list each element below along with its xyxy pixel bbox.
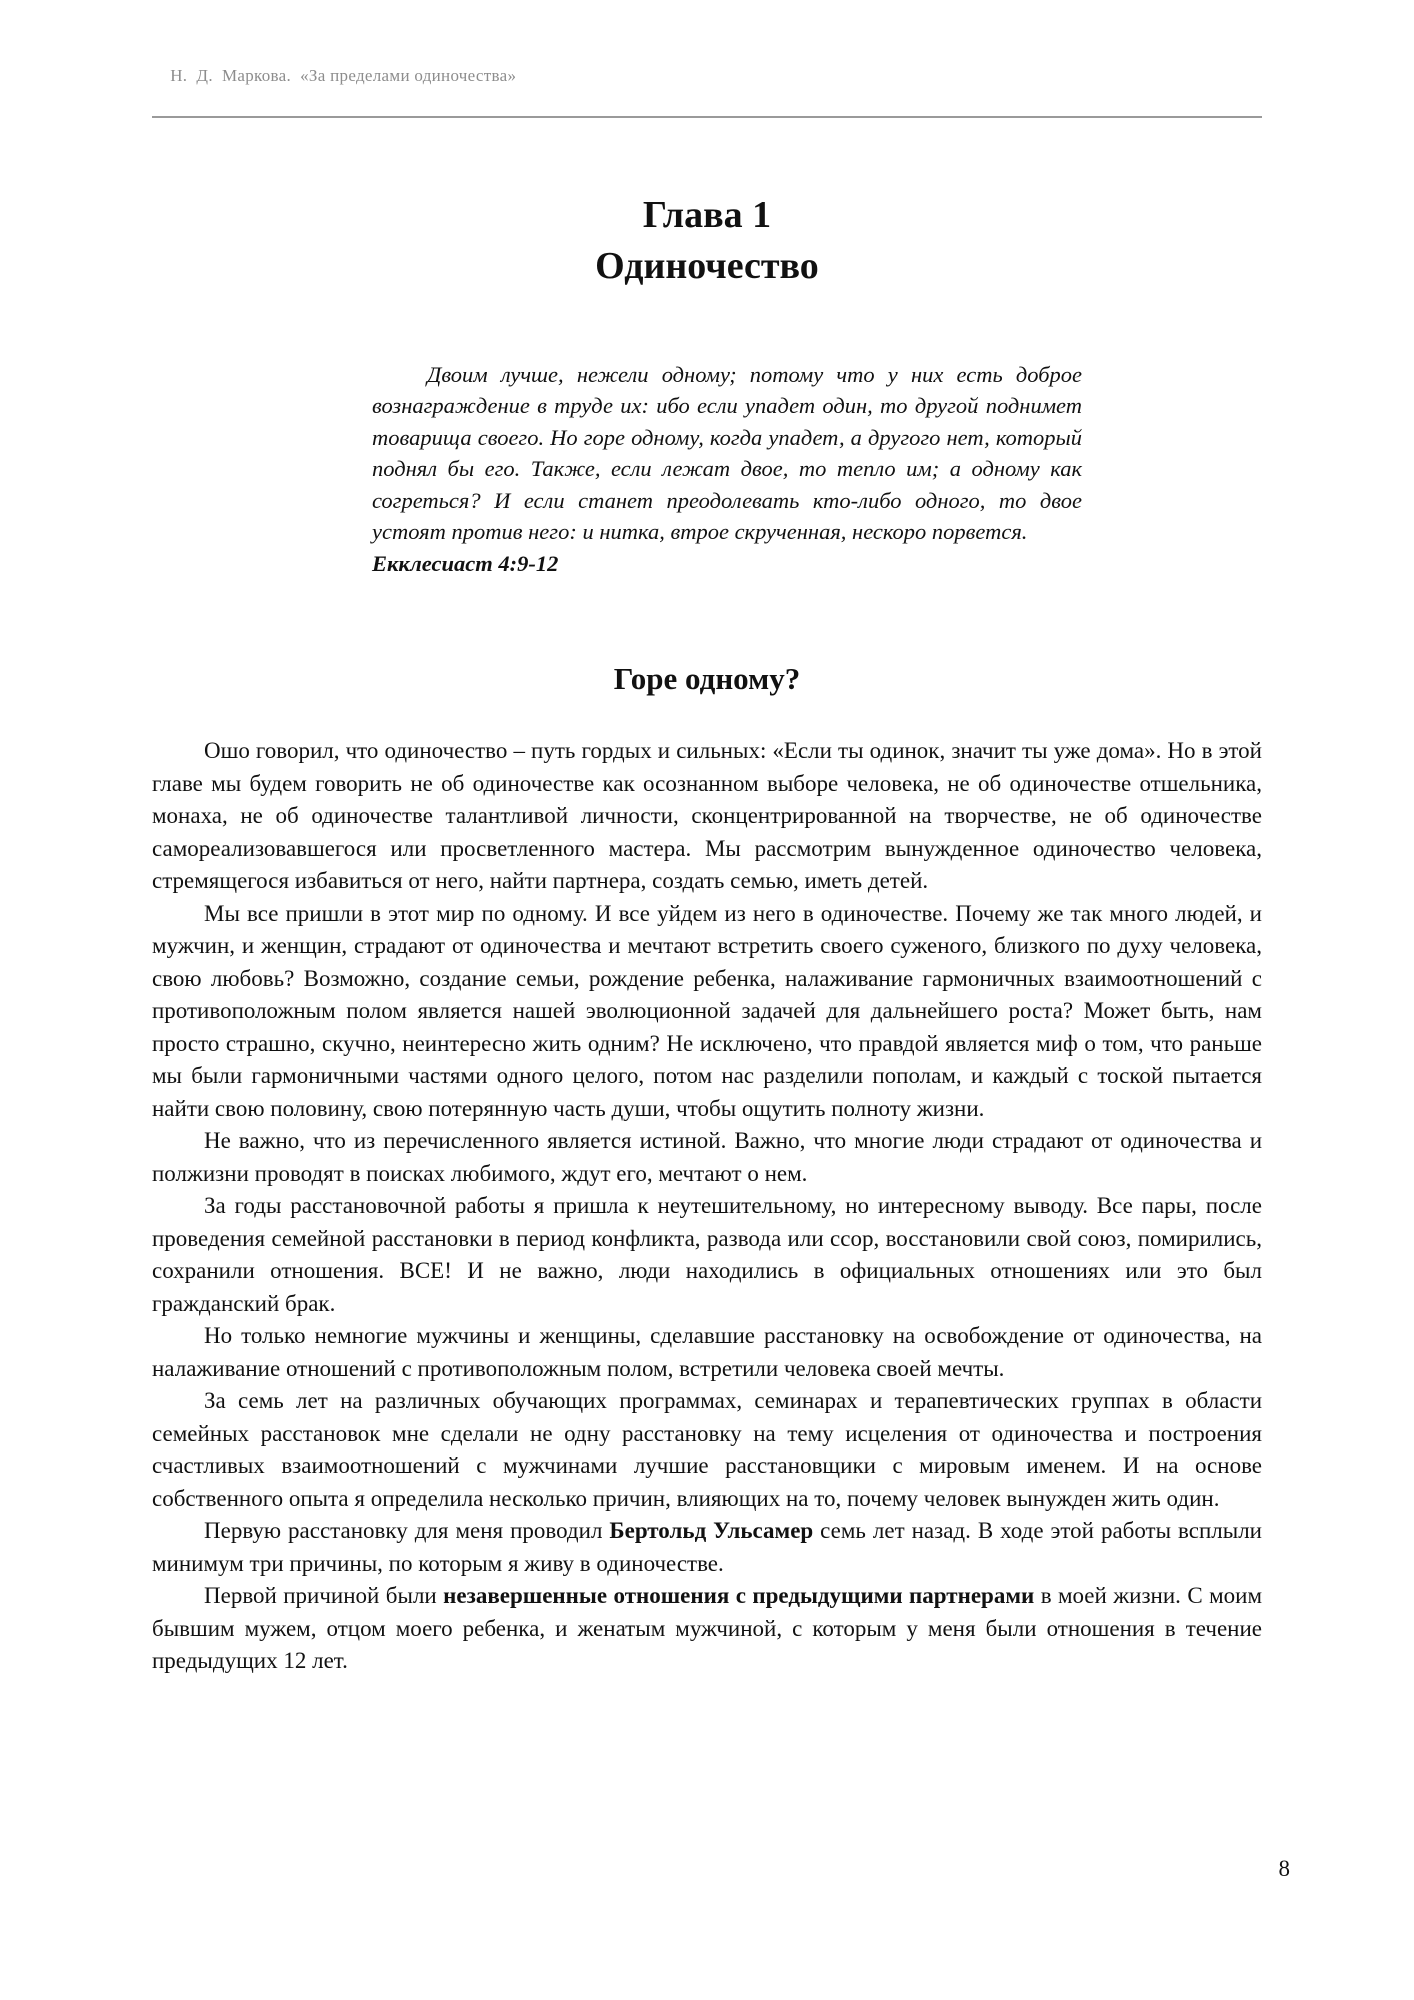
paragraph (152, 1320, 1262, 1385)
page-number: 8 (1278, 1856, 1290, 1881)
paragraph-text: в моей жизни. С моим бывшим мужем, отцом моего ребенка, и женатым мужчиной, с которым у меня были отношения в течение предыдущих 12 лет. (152, 1583, 1262, 1674)
epigraph-text: Двоим лучше, нежели одному; потому что у них есть доброе вознаграждение в труде их: ибо если упадет один, то другой поднимет товарища своего. Но горе одному, когда упадет, а другого нет, который поднял бы его. Также, если лежат двое, то тепло им; а одному как согреться? И если станет преодолевать кто-либо одного, то двое устоят против него: и нитка, втрое скрученная, нескоро порвется. (372, 361, 1082, 545)
paragraph-text: Первую расстановку для меня проводил (204, 1518, 610, 1544)
paragraph-text: семь лет назад. В ходе этой работы всплыли минимум три причины, по которым я живу в одиночестве. (152, 1518, 1262, 1576)
paragraph-text: Первой причиной были (204, 1583, 444, 1609)
paragraph (152, 1580, 1262, 1678)
running-header (152, 46, 1262, 106)
chapter-title (152, 190, 1262, 293)
paragraph-text: За семь лет на различных обучающих программах, семинарах и терапевтических группах в области семейных расстановок мне сделали не одну расстановку на тему исцеления от одиночества и построения счастливых взаимоотношений с мужчинами лучшие расстановщики с мировым именем. И на основе собственного опыта я определила несколько причин, влияющих на то, почему человек вынужден жить один. (152, 1388, 1262, 1511)
paragraph (152, 1190, 1262, 1320)
paragraph-text: Но только немногие мужчины и женщины, сделавшие расстановку на освобождение от одиночества, на налаживание отношений с противоположным полом, встретили человека своей мечты. (152, 1323, 1262, 1381)
paragraph-text: Ошо говорил, что одиночество – путь гордых и сильных: «Если ты одинок, значит ты уже дома». Но в этой главе мы будем говорить не об одиночестве как осознанном выборе человека, не об одиночестве отшельника, монаха, не об одиночестве талантливой личности, сконцентрированной на творчестве, не об одиночестве самореализовавшегося или просветленного мастера. Мы рассмотрим вынужденное одиночество человека, стремящегося избавиться от него, найти партнера, создать семью, иметь детей. (152, 738, 1262, 894)
paragraph-bold-text: Бертольд Ульсамер (609, 1518, 814, 1544)
body-paragraphs (152, 735, 1262, 1678)
section-heading: Горе одному? (613, 661, 801, 697)
header-rule (152, 116, 1262, 118)
chapter-number: Глава 1 (642, 194, 772, 236)
paragraph-text: Не важно, что из перечисленного является истиной. Важно, что многие люди страдают от одиночества и полжизни проводят в поисках любимого, ждут его, мечтают о нем. (152, 1128, 1262, 1186)
paragraph (152, 898, 1262, 1126)
paragraph-text: Мы все пришли в этот мир по одному. И все уйдем из него в одиночестве. Почему же так много людей, и мужчин, и женщин, страдают от одиночества и мечтают встретить своего суженого, близкого по духу человека, свою любовь? Возможно, создание семьи, рождение ребенка, налаживание гармоничных взаимоотношений с противоположным полом является нашей эволюционной задачей для дальнейшего роста? Может быть, нам просто страшно, скучно, неинтересно жить одним? Не исключено, что правдой является миф о том, что раньше мы были гармоничными частями одного целого, потом нас разделили пополам, и каждый с тоской пытается найти свою половину, свою потерянную часть души, чтобы ощутить полноту жизни. (152, 900, 1262, 1121)
chapter-name: Одиночество (595, 245, 819, 288)
paragraph-text: За годы расстановочной работы я пришла к неутешительному, но интересному выводу. Все пары, после проведения семейной расстановки в период конфликта, развода или ссор, восстановили свой союз, помирились, сохранили отношения. ВСЕ! И не важно, люди находились в официальных отношениях или это был гражданский брак. (152, 1193, 1262, 1316)
epigraph-source: Екклесиаст 4:9-12 (372, 550, 559, 576)
paragraph (152, 1385, 1262, 1515)
running-header-text: Н. Д. Маркова. «За пределами одиночества» (170, 66, 517, 85)
paragraph (152, 1515, 1262, 1580)
epigraph (372, 359, 1082, 580)
paragraph (152, 735, 1262, 898)
paragraph (152, 1125, 1262, 1190)
paragraph-bold-text: незавершенные отношения с предыдущими партнерами (443, 1583, 1035, 1609)
